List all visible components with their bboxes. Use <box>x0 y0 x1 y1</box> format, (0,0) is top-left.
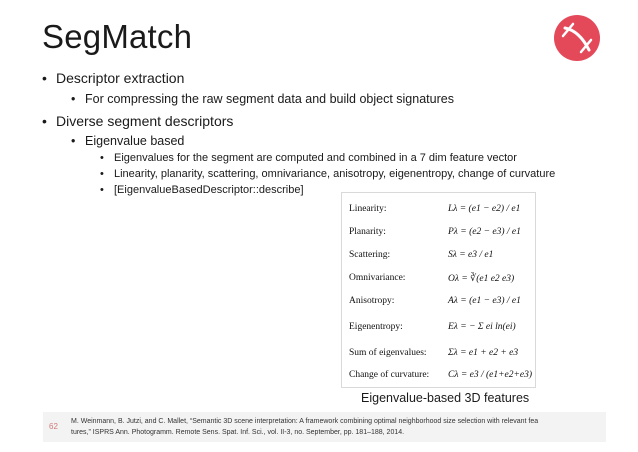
page-number: 62 <box>49 422 58 431</box>
eigenvalue-features-figure <box>341 192 536 388</box>
feature-formula: Aλ = (e1 − e3) / e1 <box>448 296 521 306</box>
bullet-diverse-descriptors <box>42 113 233 129</box>
feature-name: Planarity: <box>349 227 386 237</box>
bullet-eigenvalue-based <box>71 134 184 148</box>
feature-formula: Cλ = e3 / (e1+e2+e3) <box>448 370 533 380</box>
feature-name: Anisotropy: <box>349 296 395 306</box>
feature-name: Sum of eigenvalues: <box>349 348 427 358</box>
feature-formula: Oλ = ∛(e1 e2 e3) <box>448 274 515 284</box>
bullet-compressing <box>71 92 454 106</box>
bullet-text: Eigenvalues for the segment are computed and combined in a 7 dim feature vector <box>114 152 517 164</box>
bullet-text: For compressing the raw segment data and build object signatures <box>85 92 454 106</box>
feature-formula: Σλ = e1 + e2 + e3 <box>448 348 519 358</box>
bullet-text: Linearity, planarity, scattering, omnivariance, anisotropy, eigenentropy, change of curvature <box>114 168 556 180</box>
bullet-text: Diverse segment descriptors <box>56 113 234 129</box>
figure-caption: Eigenvalue-based 3D features <box>361 391 530 405</box>
bullet-text: [EigenvalueBasedDescriptor::describe] <box>114 184 304 196</box>
bullet-text: Eigenvalue based <box>85 134 185 148</box>
feature-formula: Sλ = e3 / e1 <box>448 250 494 260</box>
feature-name: Omnivariance: <box>349 273 406 283</box>
citation <box>71 416 603 438</box>
feature-formula: Lλ = (e1 − e2) / e1 <box>448 204 521 214</box>
citation-line-2: tures,” ISPRS Ann. Photogramm. Remote Sens. Spat. Inf. Sci., vol. II-3, no. September, pp. 181–188, 2014. <box>71 429 405 436</box>
feature-formula: Eλ = − Σ ei ln(ei) <box>448 322 516 332</box>
bullet-code-reference <box>100 184 304 196</box>
slide-title: SegMatch <box>42 18 193 55</box>
citation-line-1: M. Weinmann, B. Jutzi, and C. Mallet, “Semantic 3D scene interpretation: A framework combining optimal neighborhood size selection with relevant fea <box>71 418 539 425</box>
bullet-descriptor-extraction <box>42 70 184 86</box>
bullet-dot: • <box>100 152 104 164</box>
bullet-dot: • <box>42 70 47 86</box>
feature-name: Eigenentropy: <box>349 322 403 332</box>
feature-name: Change of curvature: <box>349 370 430 380</box>
bullet-dot: • <box>100 184 104 196</box>
footer-reference-bar <box>43 412 606 442</box>
feature-formula: Pλ = (e2 − e3) / e1 <box>448 227 521 237</box>
feature-name: Linearity: <box>349 204 387 214</box>
bullet-dot: • <box>71 134 76 148</box>
feature-name: Scattering: <box>349 250 391 260</box>
bullet-feature-list <box>100 168 555 180</box>
bullet-dot: • <box>100 168 104 180</box>
bullet-eigenvalues-computed <box>100 152 517 164</box>
bullet-text: Descriptor extraction <box>56 70 185 86</box>
bullet-dot: • <box>42 113 47 129</box>
logo-icon <box>553 14 601 62</box>
bullet-dot: • <box>71 92 76 106</box>
